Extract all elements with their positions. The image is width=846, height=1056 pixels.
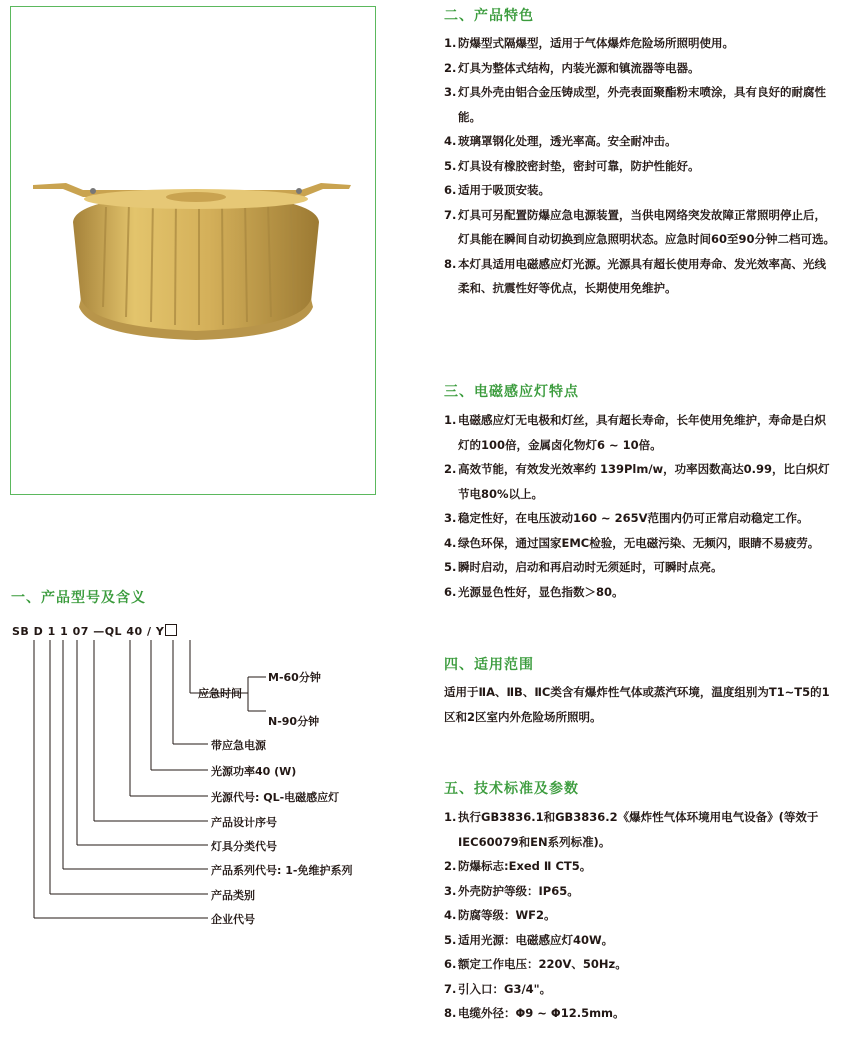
standards-title: 五、技术标准及参数 [444, 781, 579, 797]
company-label: 企业代号 [211, 913, 255, 926]
list-item: 4. 绿色环保，通过国家EMC检验，无电磁污染、无频闪，眼睛不易疲劳。 [444, 535, 820, 550]
emergency-time-label: 应急时间 [198, 687, 242, 700]
features-title: 二、产品特色 [444, 8, 534, 24]
light-code-label: 光源代号: QL-电磁感应灯 [211, 791, 340, 804]
list-item: 8. 本灯具适用电磁感应灯光源。光源具有超长使用寿命、发光效率高、光线柔和、抗震性好等优点，长期使用免维护。 [444, 256, 826, 295]
list-item: 2. 高效节能，有效发光效率约 139Plm/w，功率因数高达0.99，比白炽灯节电80%以上。 [444, 462, 830, 501]
list-item: 5. 灯具设有橡胶密封垫，密封可靠，防护性能好。 [444, 158, 700, 173]
list-item: 6. 适用于吸顶安装。 [444, 183, 550, 197]
category-label: 产品类别 [211, 889, 255, 902]
list-item: 1. 防爆型式隔爆型，适用于气体爆炸危险场所照明使用。 [444, 36, 734, 50]
list-item: 4. 玻璃罩钢化处理，透光率高。安全耐冲击。 [444, 134, 677, 148]
list-item: 7. 引入口：G3/4"。 [444, 981, 552, 996]
list-item: 1. 执行GB3836.1和GB3836.2《爆炸性气体环境用电气设备》(等效于IEC60079和EN系列标准)。 [444, 810, 819, 849]
lamp-class-label: 灯具分类代号 [211, 840, 277, 853]
list-item: 7. 灯具可另配置防爆应急电源装置，当供电网络突发故障正常照明停止后，灯具能在瞬间自动切换到应急照明状态。应急时间60至90分钟二档可选。 [444, 207, 836, 246]
list-item: 5. 适用光源：电磁感应灯40W。 [444, 932, 614, 947]
list-item: 3. 灯具外壳由铝合金压铸成型，外壳表面聚酯粉末喷涂，具有良好的耐腐性能。 [444, 85, 826, 124]
scope-title: 四、适用范围 [444, 657, 534, 673]
list-item: 5. 瞬时启动，启动和再启动时无须延时，可瞬时点亮。 [444, 560, 723, 574]
model-title: 一、产品型号及含义 [11, 590, 146, 606]
power-label: 光源功率40 (W) [211, 765, 297, 778]
list-item: 1. 电磁感应灯无电极和灯丝，具有超长寿命，长年使用免维护，寿命是白炽灯的100倍，金属卤化物灯6 ~ 10倍。 [444, 413, 826, 452]
list-item: 3. 稳定性好，在电压波动160 ~ 265V范围内仍可正常启动稳定工作。 [444, 511, 809, 525]
n-option-label: N-90分钟 [268, 715, 320, 728]
list-item: 4. 防腐等级：WF2。 [444, 908, 556, 922]
list-item: 6. 光源显色性好，显色指数＞80。 [444, 584, 624, 599]
series-label: 产品系列代号: 1-免维护系列 [211, 864, 353, 877]
design-seq-label: 产品设计序号 [211, 816, 277, 829]
list-item: 3. 外壳防护等级：IP65。 [444, 883, 579, 898]
scope-text: 适用于ⅡA、ⅡB、ⅡC类含有爆炸性气体或蒸汽环境，温度组别为T1~T5的1区和2区室内外危险场所照明。 [444, 685, 830, 724]
list-item: 6. 额定工作电压：220V、50Hz。 [444, 957, 627, 971]
lamp-features-title: 三、电磁感应灯特点 [444, 384, 579, 400]
m-option-label: M-60分钟 [268, 671, 321, 684]
model-code: SB D 1 1 07 —QL 40 / Y [12, 624, 177, 638]
list-item: 2. 灯具为整体式结构，内装光源和镇流器等电器。 [444, 60, 700, 75]
list-item: 2. 防爆标志:Exed Ⅱ CT5。 [444, 859, 592, 873]
emergency-power-label: 带应急电源 [211, 739, 266, 752]
list-item: 8. 电缆外径：Φ9 ~ Φ12.5mm。 [444, 1006, 625, 1020]
